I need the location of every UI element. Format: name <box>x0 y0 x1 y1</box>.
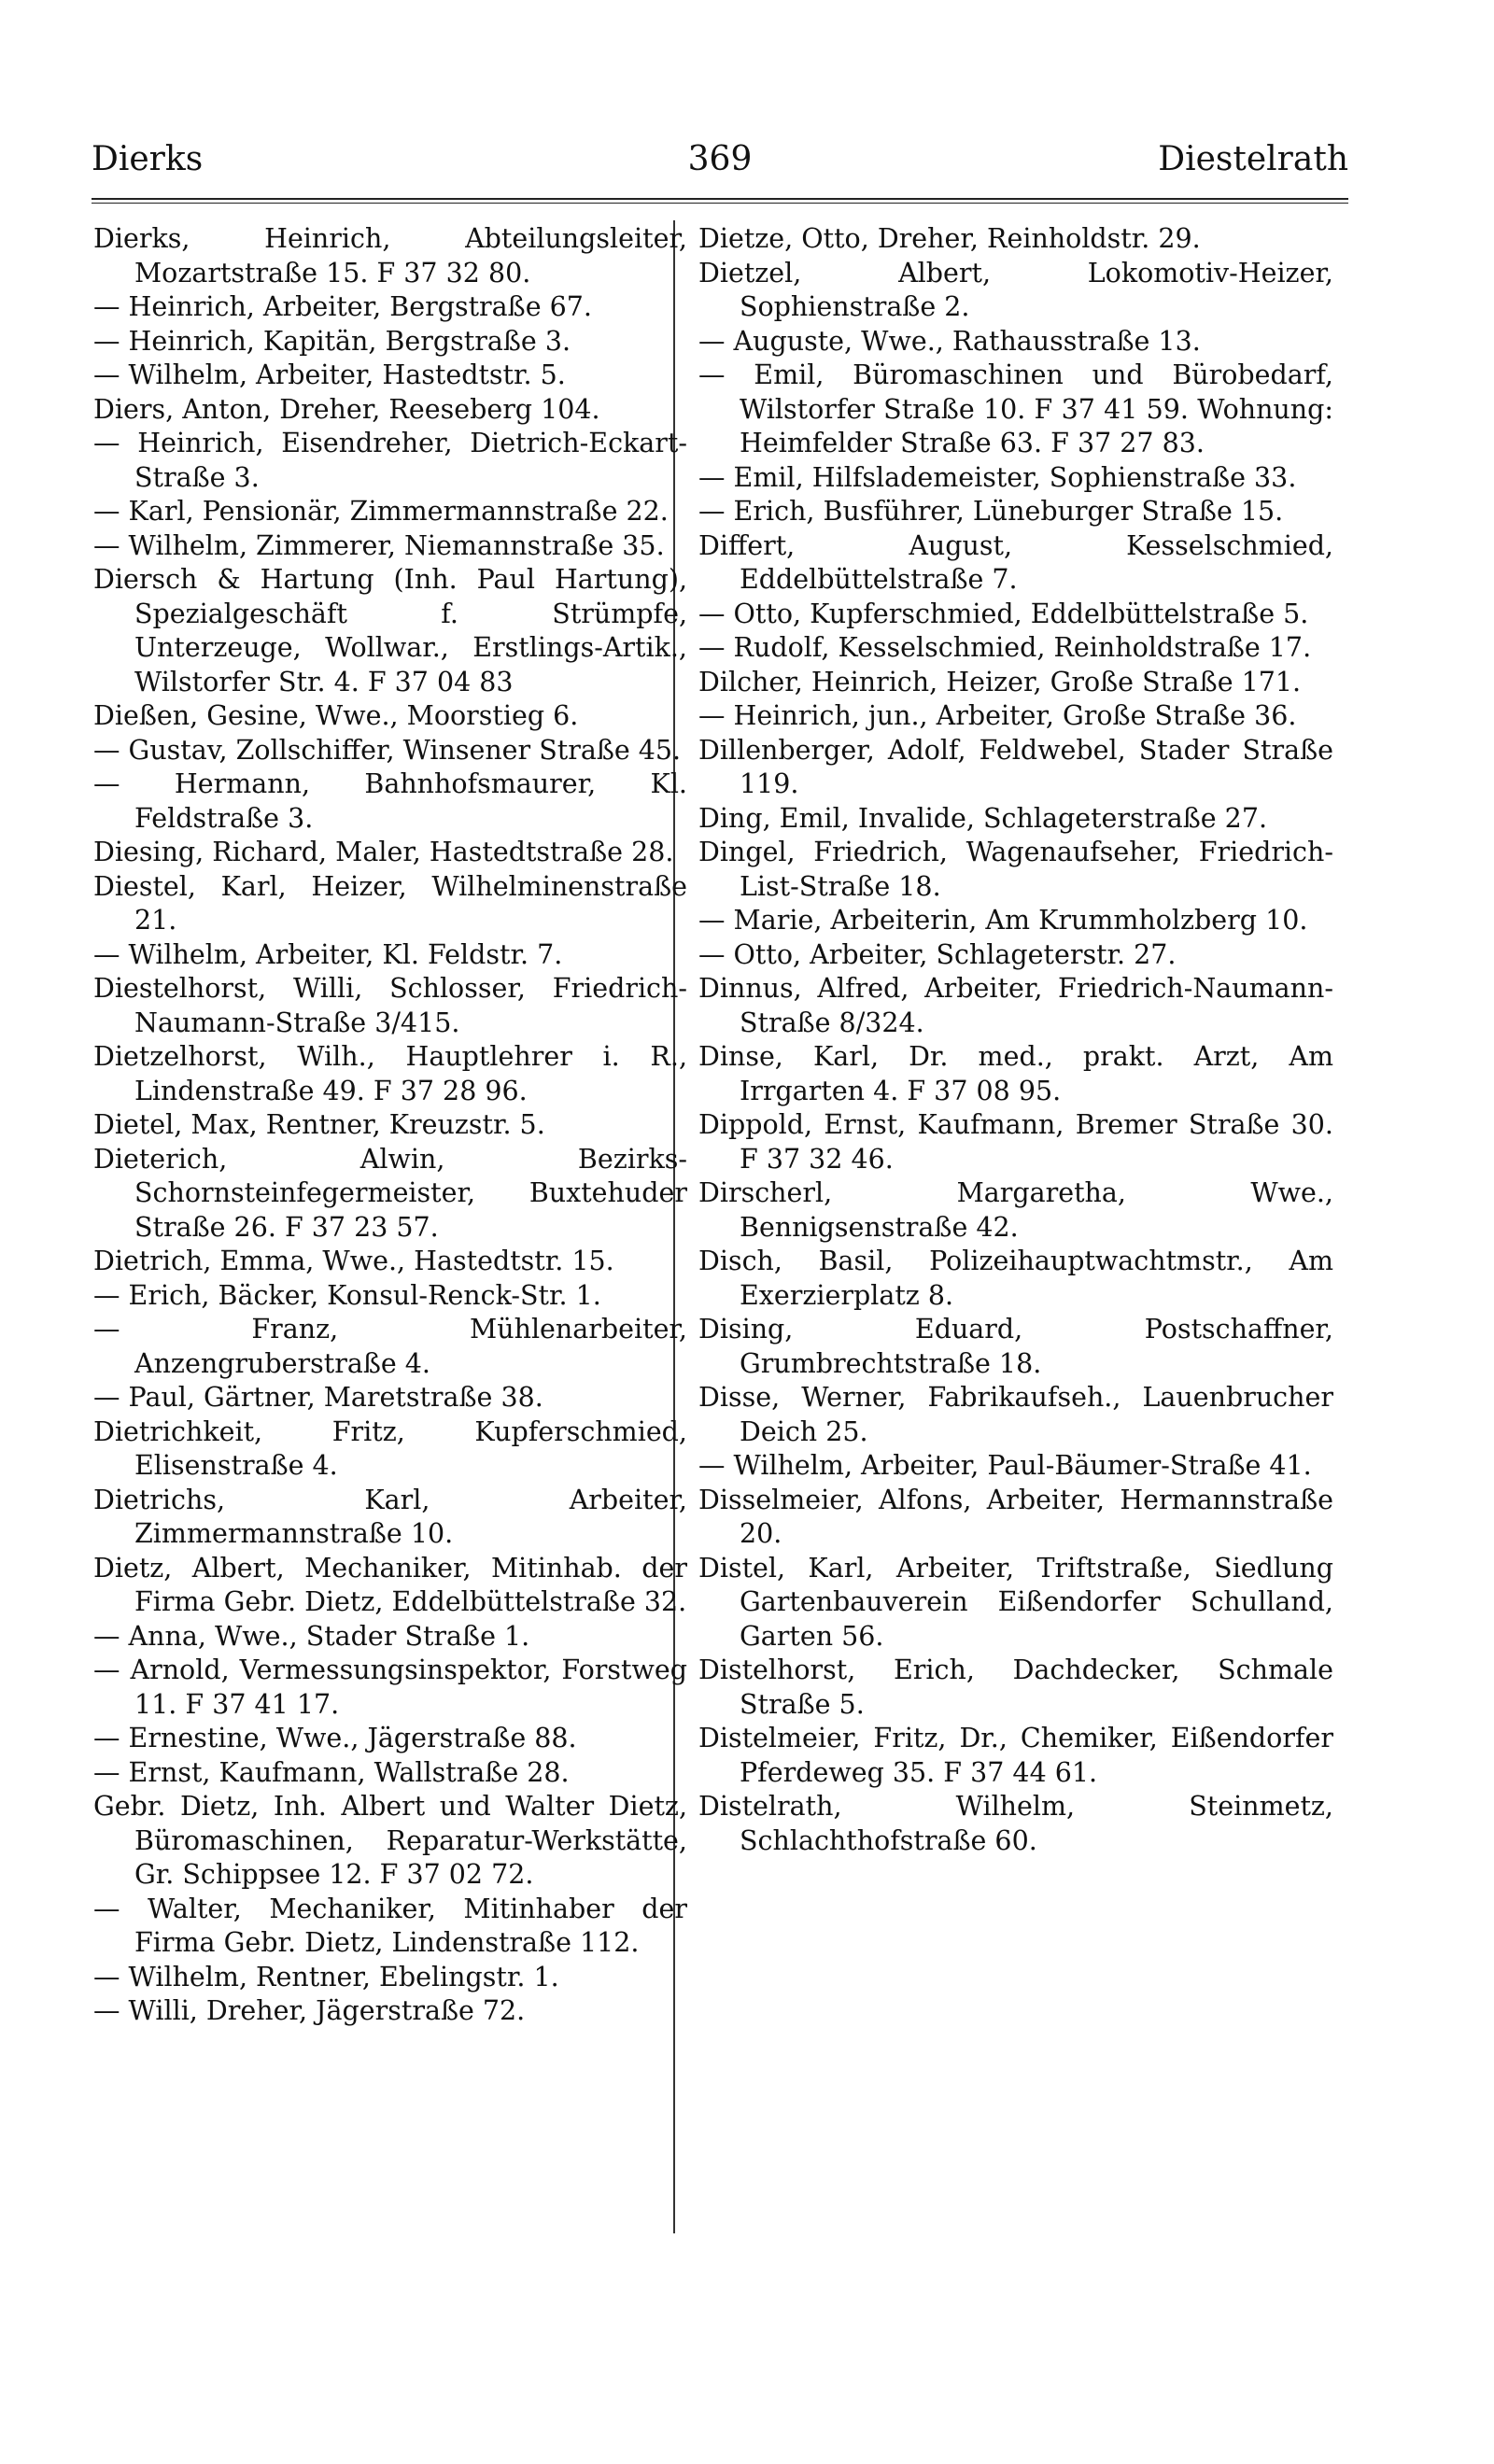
directory-entry: Dietrichs, Karl, Arbeiter, Zimmermannstraße 10. <box>93 1484 687 1549</box>
directory-entry: Distelhorst, Erich, Dachdecker, Schmale Straße 5. <box>698 1654 1333 1720</box>
directory-entry: — Ernestine, Wwe., Jägerstraße 88. <box>93 1723 577 1753</box>
directory-entry: Gebr. Dietz, Inh. Albert und Walter Dietz, Büromaschinen, Reparatur-Werkstätte, Gr. Schippsee 12. F 37 02 72. <box>93 1791 687 1890</box>
directory-entry: — Walter, Mechaniker, Mitinhaber der Firma Gebr. Dietz, Lindenstraße 112. <box>93 1893 687 1958</box>
directory-entry: Dietrichkeit, Fritz, Kupferschmied, Elisenstraße 4. <box>93 1415 687 1481</box>
directory-entry: — Arnold, Vermessungsinspektor, Forstweg 11. F 37 41 17. <box>93 1654 687 1720</box>
directory-entry: — Karl, Pensionär, Zimmermannstraße 22. <box>93 496 669 527</box>
directory-entry: — Otto, Arbeiter, Schlageterstr. 27. <box>698 938 1177 970</box>
directory-entry: — Wilhelm, Arbeiter, Paul-Bäumer-Straße 41. <box>698 1450 1312 1481</box>
directory-entry: — Emil, Büromaschinen und Bürobedarf, Wilstorfer Straße 10. F 37 41 59. Wohnung: Heimfelder Straße 63. F 37 27 83. <box>698 359 1333 458</box>
directory-entry: — Heinrich, Eisendreher, Dietrich-Eckart-Straße 3. <box>93 428 687 493</box>
right-column <box>698 222 1333 1858</box>
header-rule <box>92 198 1348 204</box>
directory-entry: Ding, Emil, Invalide, Schlageterstraße 27. <box>698 802 1268 834</box>
directory-entry: — Wilhelm, Arbeiter, Kl. Feldstr. 7. <box>93 938 563 970</box>
directory-entry: Dilcher, Heinrich, Heizer, Große Straße 171. <box>698 666 1302 697</box>
directory-entry: — Heinrich, Arbeiter, Bergstraße 67. <box>93 291 592 322</box>
directory-entry: Diers, Anton, Dreher, Reeseberg 104. <box>93 393 600 425</box>
directory-entry: Disselmeier, Alfons, Arbeiter, Hermannstraße 20. <box>698 1484 1333 1549</box>
directory-entry: — Anna, Wwe., Stader Straße 1. <box>93 1620 530 1652</box>
directory-entry: — Wilhelm, Zimmerer, Niemannstraße 35. <box>93 529 665 561</box>
directory-entry: — Marie, Arbeiterin, Am Krummholzberg 10. <box>698 905 1308 936</box>
directory-entry: Dirscherl, Margaretha, Wwe., Bennigsenstraße 42. <box>698 1177 1333 1243</box>
directory-entry: Dingel, Friedrich, Wagenaufseher, Friedrich-List-Straße 18. <box>698 837 1333 902</box>
directory-entry: Dietzelhorst, Wilh., Hauptlehrer i. R., Lindenstraße 49. F 37 28 96. <box>93 1041 687 1106</box>
directory-entry: — Wilhelm, Arbeiter, Hastedtstr. 5. <box>93 359 566 390</box>
directory-entry: — Gustav, Zollschiffer, Winsener Straße 45. <box>93 734 682 766</box>
directory-entry: — Otto, Kupferschmied, Eddelbüttelstraße 5. <box>698 598 1309 629</box>
directory-entry: — Willi, Dreher, Jägerstraße 72. <box>93 1995 526 2026</box>
directory-entry: Dieterich, Alwin, Bezirks-Schornsteinfegermeister, Buxtehuder Straße 26. F 37 23 57. <box>93 1143 687 1243</box>
directory-entry: Dierks, Heinrich, Abteilungsleiter, Mozartstraße 15. F 37 32 80. <box>93 223 687 289</box>
directory-entry: — Emil, Hilfslademeister, Sophienstraße 33. <box>698 461 1297 493</box>
left-column <box>93 222 687 2029</box>
directory-entry: Diersch & Hartung (Inh. Paul Hartung), Spezialgeschäft f. Strümpfe, Unterzeuge, Wollwar., Erstlings-Artik., Wilstorfer Str. 4. F 37 04 83 <box>93 564 687 697</box>
directory-entry: Dietz, Albert, Mechaniker, Mitinhab. der Firma Gebr. Dietz, Eddelbüttelstraße 32. <box>93 1552 687 1617</box>
directory-entry: — Paul, Gärtner, Maretstraße 38. <box>93 1382 543 1413</box>
directory-entry: Dinse, Karl, Dr. med., prakt. Arzt, Am Irrgarten 4. F 37 08 95. <box>698 1041 1333 1106</box>
directory-entry: Disse, Werner, Fabrikaufseh., Lauenbrucher Deich 25. <box>698 1382 1333 1447</box>
directory-entry: Diesing, Richard, Maler, Hastedtstraße 28. <box>93 837 674 867</box>
directory-entry: — Auguste, Wwe., Rathausstraße 13. <box>698 325 1201 357</box>
directory-entry: — Heinrich, jun., Arbeiter, Große Straße 36. <box>698 700 1297 731</box>
directory-entry: — Franz, Mühlenarbeiter, Anzengruberstraße 4. <box>93 1314 687 1379</box>
directory-entry: — Rudolf, Kesselschmied, Reinholdstraße 17. <box>698 632 1312 663</box>
directory-entry: Distelmeier, Fritz, Dr., Chemiker, Eißendorfer Pferdeweg 35. F 37 44 61. <box>698 1723 1333 1788</box>
header-last-entry: Diestelrath <box>1158 140 1348 178</box>
directory-entry: Distel, Karl, Arbeiter, Triftstraße, Siedlung Gartenbauverein Eißendorfer Schulland, Garten 56. <box>698 1552 1333 1652</box>
header-first-entry: Dierks <box>92 140 204 178</box>
directory-entry: Dillenberger, Adolf, Feldwebel, Stader Straße 119. <box>698 734 1333 799</box>
directory-entry: — Ernst, Kaufmann, Wallstraße 28. <box>93 1756 570 1788</box>
page-number: 369 <box>687 140 753 178</box>
directory-entry: — Heinrich, Kapitän, Bergstraße 3. <box>93 325 571 357</box>
directory-entry: Dippold, Ernst, Kaufmann, Bremer Straße 30. F 37 32 46. <box>698 1109 1333 1175</box>
directory-entry: Differt, August, Kesselschmied, Eddelbüttelstraße 7. <box>698 529 1333 595</box>
directory-entry: Dinnus, Alfred, Arbeiter, Friedrich-Naumann-Straße 8/324. <box>698 973 1333 1038</box>
directory-entry: Disch, Basil, Polizeihauptwachtmstr., Am Exerzierplatz 8. <box>698 1246 1333 1311</box>
directory-entry: Dietrich, Emma, Wwe., Hastedtstr. 15. <box>93 1246 614 1276</box>
directory-entry: Distelrath, Wilhelm, Steinmetz, Schlachthofstraße 60. <box>698 1791 1333 1856</box>
page-header <box>92 140 1348 187</box>
directory-entry: Dietel, Max, Rentner, Kreuzstr. 5. <box>93 1109 545 1140</box>
directory-entry: Dietzel, Albert, Lokomotiv-Heizer, Sophienstraße 2. <box>698 257 1333 322</box>
directory-entry: Diestelhorst, Willi, Schlosser, Friedrich-Naumann-Straße 3/415. <box>93 973 687 1038</box>
directory-entry: Diestel, Karl, Heizer, Wilhelminenstraße 21. <box>93 870 687 936</box>
directory-entry: — Wilhelm, Rentner, Ebelingstr. 1. <box>93 1961 559 1992</box>
directory-entry: Dießen, Gesine, Wwe., Moorstieg 6. <box>93 700 579 731</box>
directory-entry: — Erich, Bäcker, Konsul-Renck-Str. 1. <box>93 1279 601 1311</box>
directory-entry: — Hermann, Bahnhofsmaurer, Kl. Feldstraße 3. <box>93 768 687 834</box>
directory-entry: Dietze, Otto, Dreher, Reinholdstr. 29. <box>698 223 1201 254</box>
directory-entry: — Erich, Busführer, Lüneburger Straße 15. <box>698 496 1284 527</box>
directory-entry: Dising, Eduard, Postschaffner, Grumbrechtstraße 18. <box>698 1314 1333 1379</box>
